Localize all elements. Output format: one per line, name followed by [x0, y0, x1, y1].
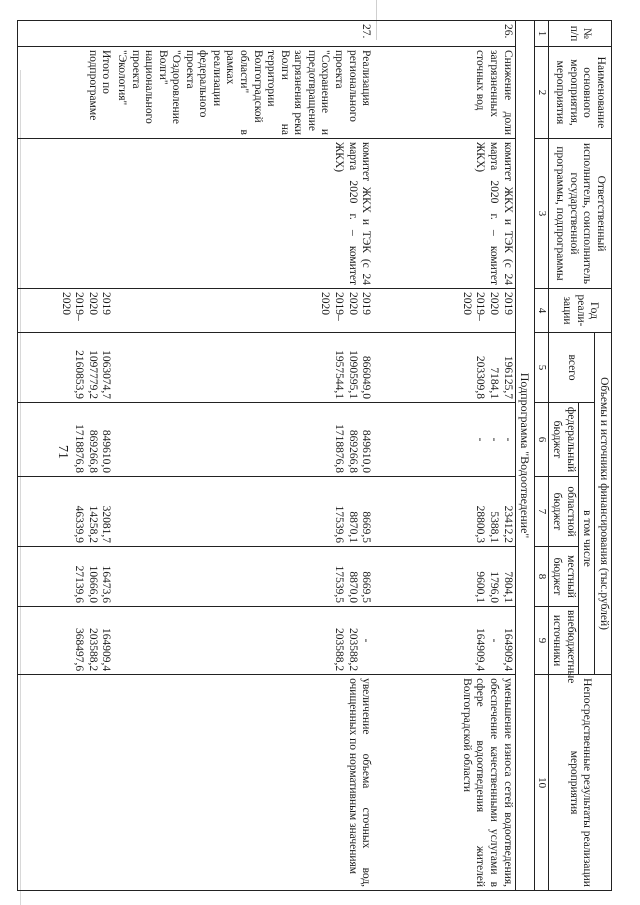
year-value: 2019– 2020 [319, 292, 345, 321]
federal-value: 849610,0 [360, 429, 373, 473]
federal-value: 1718876,8 [73, 424, 86, 473]
header-num-text: № п/п [567, 25, 594, 42]
col-number: 3 [534, 139, 548, 289]
local-value: 8669,5 [360, 571, 373, 603]
local-value: 8870,0 [346, 571, 359, 603]
row-federal [17, 403, 113, 477]
col-number: 5 [534, 333, 548, 403]
total-value: 196125,7 [501, 355, 514, 399]
regional-value: 23412,2 [501, 505, 514, 543]
federal-value: 1718876,8 [333, 424, 345, 473]
row-num [17, 21, 113, 47]
table-row-total [17, 21, 113, 891]
col-number: 8 [534, 547, 548, 607]
regional-value: 8669,5 [360, 511, 373, 543]
row-num: 27. [113, 21, 373, 47]
extra-value: 368497,6 [73, 627, 86, 672]
col-number: 10 [534, 675, 548, 891]
regional-value: 28800,3 [474, 505, 487, 543]
total-value: 1097779,2 [86, 350, 99, 399]
federal-value: - [488, 437, 501, 442]
regional-value: 46339,9 [73, 505, 86, 543]
year-value: 2019 [360, 292, 373, 315]
year-value: 2019 [501, 292, 514, 315]
regional-value: 32081,7 [100, 505, 113, 543]
subprogram-title: Подпрограмма "Водоотведение" [515, 21, 534, 891]
row-num: 26. [373, 21, 515, 47]
regional-value: 5388,1 [488, 511, 501, 543]
col-number: 1 [534, 21, 548, 47]
total-value: 7184,1 [488, 367, 501, 399]
col-number: 4 [534, 289, 548, 333]
local-value: 27139,6 [73, 565, 86, 603]
total-value: 1957544,1 [333, 350, 345, 399]
header-regional: областной бюджет [548, 477, 578, 547]
extra-value: 203588,2 [346, 627, 359, 672]
header-local: местный бюджет [548, 547, 578, 607]
extra-value: - [488, 638, 501, 643]
extra-value: 164909,4 [501, 627, 514, 672]
rotated-table-sheet [59, 20, 612, 890]
local-value: 1796,0 [488, 571, 501, 603]
year-value: 2020 [488, 292, 501, 315]
row-years [113, 289, 373, 333]
extra-value: - [360, 638, 373, 643]
table-row [113, 21, 373, 891]
row-exec [17, 139, 113, 289]
row-years [17, 289, 113, 333]
row-name: Итого по подпрограмме [17, 47, 113, 139]
header-year: Год реали-зации [548, 289, 611, 333]
row-result: уменьшение износа сетей водоотведения, обеспечение качественными услугами в сфере водоотведения жителей Волгоградской области [373, 675, 515, 891]
year-value: 2019 [100, 292, 113, 315]
row-total [17, 333, 113, 403]
extra-value: 164909,4 [474, 627, 487, 672]
funding-table [17, 20, 612, 891]
federal-value: 869266,8 [346, 429, 359, 473]
regional-value: 8870,1 [346, 511, 359, 543]
row-result [17, 675, 113, 891]
column-numbers-row [534, 21, 548, 891]
row-local [17, 547, 113, 607]
row-total [113, 333, 373, 403]
row-extra [373, 607, 515, 675]
row-extra [17, 607, 113, 675]
year-value: 2019– 2020 [59, 292, 86, 321]
table-row [373, 21, 515, 891]
federal-value: - [501, 437, 514, 442]
row-exec: комитет ЖКХ и ТЭК (с 24 марта 2020 г. – комитет ЖКХ) [373, 139, 515, 289]
row-regional [373, 477, 515, 547]
header-funding: Объемы и источники финансирования (тыс.рублей) [595, 333, 612, 675]
local-value: 17539,5 [333, 565, 345, 603]
row-years [373, 289, 515, 333]
extra-value: 164909,4 [100, 627, 113, 672]
year-value: 2020 [86, 292, 99, 315]
federal-value: - [474, 437, 487, 442]
row-name: Снижение доли загрязненных сточных вод [373, 47, 515, 139]
federal-value: 849610,0 [100, 429, 113, 473]
header-extra: внебюджетные источники [548, 607, 578, 675]
header-name: Наименование основного мероприятия, мероприятия [548, 47, 611, 139]
subprogram-title-row [515, 21, 534, 891]
row-total [373, 333, 515, 403]
col-number: 6 [534, 403, 548, 477]
col-number: 7 [534, 477, 548, 547]
header-exec: Ответственный исполнитель, соисполнитель государственной программы, подпрограммы [548, 139, 611, 289]
header-total: всего [548, 333, 595, 403]
row-result: увеличение объема сточных вод, очищенных по нормативным значениям [113, 675, 373, 891]
col-number: 2 [534, 47, 548, 139]
row-extra [113, 607, 373, 675]
row-regional [113, 477, 373, 547]
header-num [548, 21, 611, 47]
total-value: 2160853,9 [73, 350, 86, 399]
year-value: 2020 [346, 292, 359, 315]
local-value: 16473,6 [100, 565, 113, 603]
header-result: Непосредственные результаты реализации мероприятия [548, 675, 611, 891]
total-value: 1063074,7 [100, 350, 113, 399]
total-value: 1090595,1 [346, 350, 359, 399]
total-value: 866049,0 [360, 355, 373, 399]
year-value: 2019– 2020 [460, 292, 487, 321]
total-value: 203309,8 [474, 355, 487, 399]
page-number: 71 [55, 445, 70, 459]
row-local [373, 547, 515, 607]
local-value: 10666,0 [86, 565, 99, 603]
local-value: 9600,1 [474, 571, 487, 603]
row-federal [113, 403, 373, 477]
extra-value: 203588,2 [333, 627, 345, 672]
row-exec: комитет ЖКХ и ТЭК (с 24 марта 2020 г. – комитет ЖКХ) [113, 139, 373, 289]
local-value: 7804,1 [501, 571, 514, 603]
row-regional [17, 477, 113, 547]
federal-value: 869266,8 [86, 429, 99, 473]
row-federal [373, 403, 515, 477]
row-local [113, 547, 373, 607]
col-number: 9 [534, 607, 548, 675]
header-incl: в том числе [578, 403, 595, 675]
extra-value: 203588,2 [86, 627, 99, 672]
regional-value: 14258,2 [86, 505, 99, 543]
row-name: Реализация регионального проекта "Сохранение и предотвращение загрязнения реки Волги на территории Волгоградской области" в рамках реализации федерального проекта "Оздоровление Волги" национального проекта "Экология" [113, 47, 373, 139]
header-federal: федеральный бюджет [548, 403, 578, 477]
regional-value: 17539,6 [333, 505, 345, 543]
